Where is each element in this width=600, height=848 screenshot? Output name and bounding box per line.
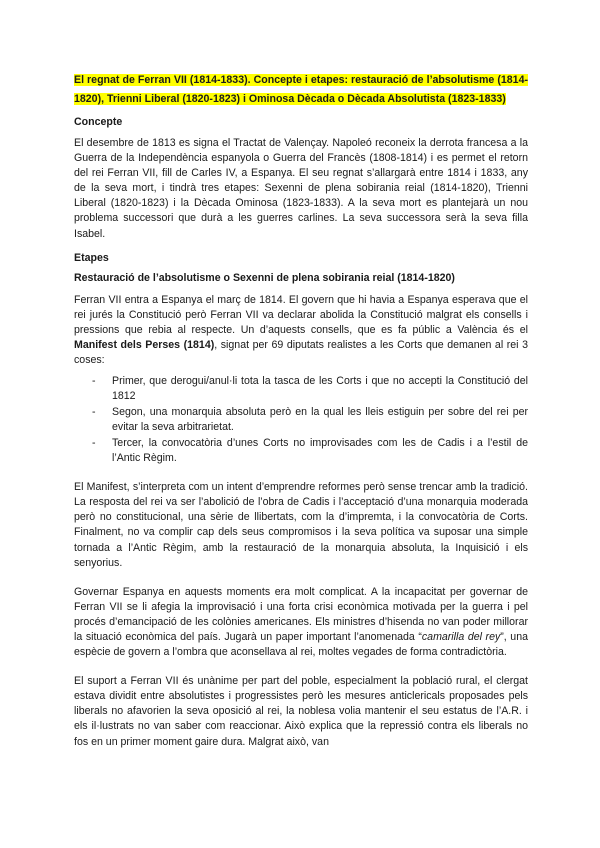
p1-text-b: , signat per 69 diputats realistes a les Corts que demanen al rei 3 coses:	[74, 338, 528, 367]
p3-italic-camarilla: camarilla del rey	[421, 630, 501, 643]
paragraph-governar	[74, 585, 528, 660]
p1-bold-manifest: Manifest dels Perses (1814)	[74, 338, 215, 351]
paragraph-ferran-entra	[74, 293, 528, 368]
document-title: El regnat de Ferran VII (1814-1833). Concepte i etapes: restauració de l’absolutisme (1814-1820), Trienni Liberal (1820-1823) i Ominosa Dècada o Dècada Absolutista (1823-1833)	[74, 74, 528, 105]
p1-text-a: Ferran VII entra a Espanya el març de 1814. El govern que hi havia a Espanya esperava que el rei jurés la Constitució però Ferran VII va declarar abolida la Constitució malgrat els consells i pressions que rebia al respecte. Un d’aquests consells, que es fa públic a València és el	[74, 293, 528, 336]
heading-concepte: Concepte	[74, 116, 123, 128]
subheading-restauracio: Restauració de l’absolutisme o Sexenni de plena sobirania reial (1814-1820)	[74, 271, 455, 284]
p3-text-b: ”, una espècie de govern a l’ombra que aconsellava al rei, moltes vegades de forma contradictòria.	[74, 630, 528, 659]
list-item: - Tercer, la convocatòria d’unes Corts no improvisades com les de Cadis i a l’estil de l’Antic Règim.	[92, 436, 528, 466]
paragraph-suport: El suport a Ferran VII és unànime per part del poble, especialment la població rural, el clergat estava dividit entre absolutistes i progressistes però les mesures anticlericals proposades pels liberals no afavorien la seva oposició al rei, la noblesa volia mantenir el seu estatus de l’A.R. i els il·lustrats no van saber com reaccionar. Això explica que la repressió contra els liberals no fos en un primer moment gaire dura. Malgrat això, van	[74, 675, 528, 748]
heading-etapes: Etapes	[74, 251, 109, 264]
paragraph-manifest: El Manifest, s’interpreta com un intent d’emprendre reformes però sense trencar amb la tradició. La resposta del rei va ser l’abolició de l’obra de Cadis i l’acceptació d’una monarquia moderada però no constitucional, una sèrie de llibertats, com la d’impremta, i la convocatòria de Corts. Finalment, no va complir cap dels seus compromisos i la seva política va suposar una simple tornada a l’Antic Règim, amb la restauració de la monarquia absoluta, la Inquisició i els senyorius.	[74, 481, 528, 569]
demands-list	[74, 374, 528, 466]
title-block	[74, 70, 528, 107]
p3-text-a: Governar Espanya en aquests moments era molt complicat. A la incapacitat per governar de Ferran VII se li afegia la improvisació i una forta crisi econòmica motivada per la guerra i pel procés d’emancipació de les colònies americanes. Els ministres d’hisenda no van poder millorar la situació econòmica del país. Jugarà un paper important l’anomenada “	[74, 585, 528, 643]
list-item: - Segon, una monarquia absoluta però en la qual les lleis estiguin per sobre del rei per evitar la seva arbitrarietat.	[92, 405, 528, 435]
list-item: - Primer, que derogui/anul·li tota la tasca de les Corts i que no accepti la Constitució del 1812	[92, 374, 528, 404]
paragraph-concepte: El desembre de 1813 es signa el Tractat de Valençay. Napoleó reconeix la derrota francesa a la Guerra de la Independència espanyola o Guerra del Francès (1808-1814) i es permet el retorn del rei Ferran VII, fill de Carles IV, a Espanya. El seu regnat s’allargarà entre 1814 i 1833, any de la seva mort, i tindrà tres etapes: Sexenni de plena sobirania reial (1814-1820), Trienni Liberal (1820-1823) i la Dècada Ominosa (1823-1833). A la seva mort es plantejarà un nou problema successori que durà a les guerres carlines. La seva successora serà la seva filla Isabel.	[74, 137, 528, 240]
